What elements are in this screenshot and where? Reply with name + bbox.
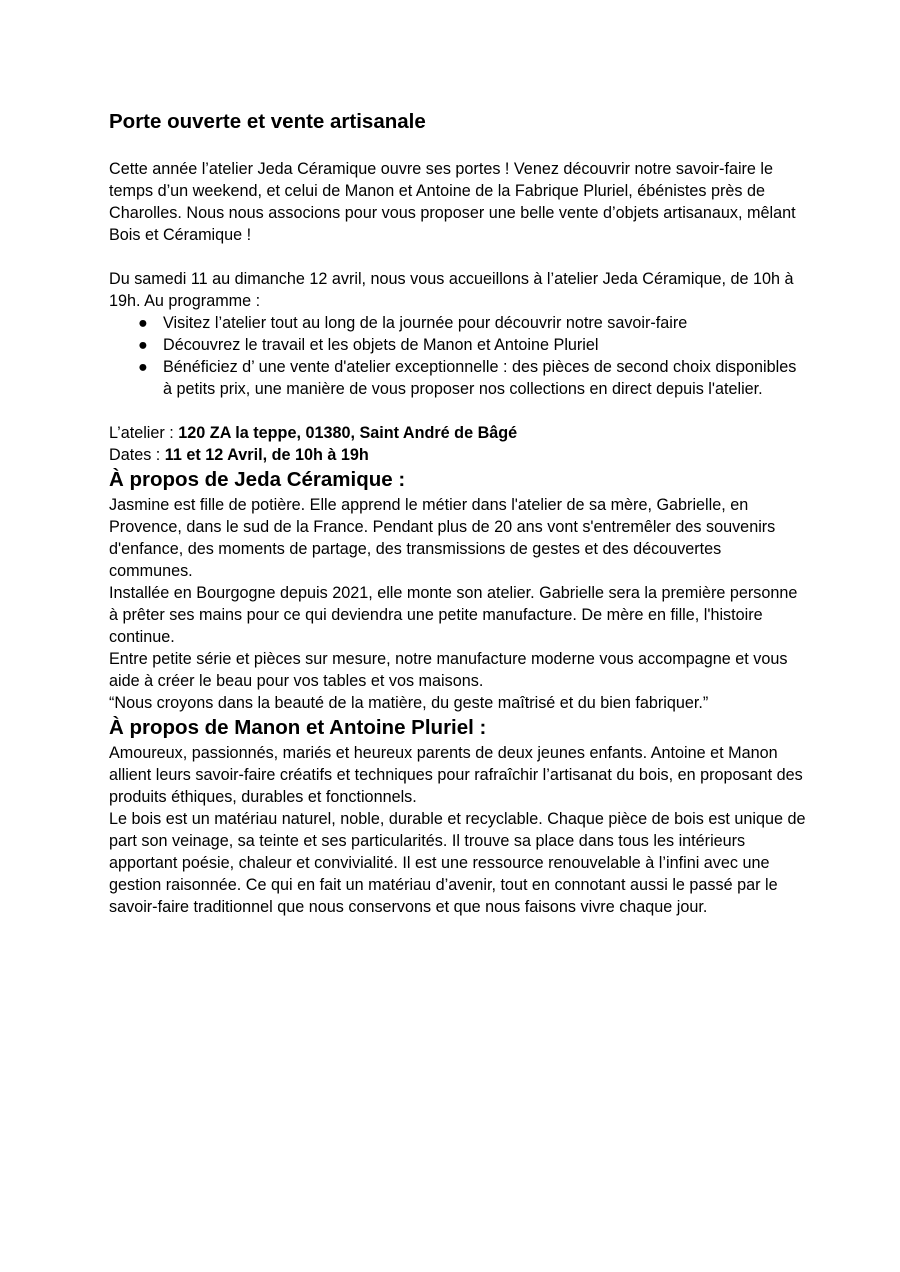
list-item: [109, 312, 809, 334]
program-list: [109, 312, 809, 400]
jeda-paragraph: Installée en Bourgogne depuis 2021, elle monte son atelier. Gabrielle sera la première personne à prêter ses mains pour ce qui deviendra une petite manufacture. De mère en fille, l'histoire continue.: [109, 584, 798, 646]
dates-line: [109, 444, 809, 466]
list-item: [109, 334, 809, 356]
jeda-paragraph: Entre petite série et pièces sur mesure, notre manufacture moderne vous accompagne et vous aide à créer le beau pour vos tables et vos maisons.: [109, 650, 788, 690]
bullet-icon: ●: [138, 314, 148, 332]
dates-value: 11 et 12 Avril, de 10h à 19h: [164, 446, 369, 464]
bullet-icon: ●: [138, 336, 148, 354]
list-item-text: Bénéficiez d’ une vente d'atelier exceptionnelle : des pièces de second choix disponibles à petits prix, une manière de vous proposer nos collections en direct depuis l'atelier.: [163, 358, 797, 398]
bullet-icon: ●: [138, 358, 148, 376]
list-item-text: Visitez l’atelier tout au long de la journée pour découvrir notre savoir-faire: [163, 314, 688, 332]
pluriel-heading: À propos de Manon et Antoine Pluriel :: [109, 716, 487, 739]
address-value: 120 ZA la teppe, 01380, Saint André de Bâgé: [178, 424, 518, 442]
jeda-heading: À propos de Jeda Céramique :: [109, 468, 406, 491]
spacer: [109, 246, 809, 268]
program-intro: Du samedi 11 au dimanche 12 avril, nous vous accueillons à l’atelier Jeda Céramique, de 10h à 19h. Au programme :: [109, 270, 794, 310]
list-item-text: Découvrez le travail et les objets de Manon et Antoine Pluriel: [163, 336, 599, 354]
spacer: [109, 400, 809, 422]
page-title: Porte ouverte et vente artisanale: [109, 110, 426, 133]
document-page: [109, 108, 809, 918]
jeda-paragraph: Jasmine est fille de potière. Elle apprend le métier dans l'atelier de sa mère, Gabrielle, en Provence, dans le sud de la France. Pendant plus de 20 ans vont s'entremêler des souvenirs d'enfance, des moments de partage, des transmissions de gestes et des découvertes communes.: [109, 496, 776, 580]
dates-label: Dates :: [109, 446, 165, 464]
address-line: [109, 422, 809, 444]
list-item: [109, 356, 809, 400]
pluriel-paragraph: Le bois est un matériau naturel, noble, durable et recyclable. Chaque pièce de bois est unique de part son veinage, sa teinte et ses particularités. Il trouve sa place dans tous les intérieurs apportant poésie, chaleur et convivialité. Il est une ressource renouvelable à l’infini avec une gestion raisonnée. Ce qui en fait un matériau d’avenir, tout en connotant aussi le passé par le savoir-faire traditionnel que nous conservons et que nous faisons vivre chaque jour.: [109, 810, 806, 916]
address-label: L’atelier :: [109, 424, 179, 442]
intro-paragraph: Cette année l’atelier Jeda Céramique ouvre ses portes ! Venez découvrir notre savoir-faire le temps d’un weekend, et celui de Manon et Antoine de la Fabrique Pluriel, ébénistes près de Charolles. Nous nous associons pour vous proposer une belle vente d’objets artisanaux, mêlant Bois et Céramique !: [109, 160, 796, 244]
pluriel-paragraph: Amoureux, passionnés, mariés et heureux parents de deux jeunes enfants. Antoine et Manon allient leurs savoir-faire créatifs et techniques pour rafraîchir l’artisanat du bois, en proposant des produits éthiques, durables et fonctionnels.: [109, 744, 803, 806]
jeda-quote: “Nous croyons dans la beauté de la matière, du geste maîtrisé et du bien fabriquer.”: [109, 694, 709, 712]
